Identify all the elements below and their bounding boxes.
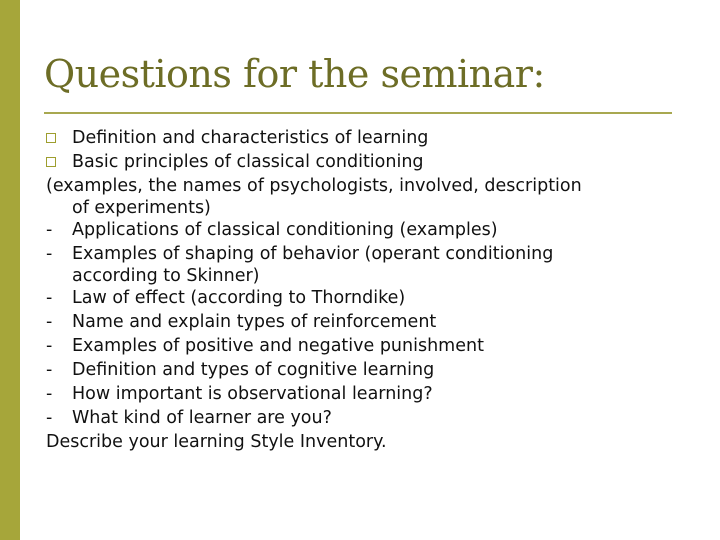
square-bullet-icon <box>46 133 56 143</box>
list-item <box>46 150 706 174</box>
list-item-text: Name and explain types of reinforcement <box>72 312 437 332</box>
list-item-text: Definition and types of cognitive learning <box>72 360 435 380</box>
title-underline <box>44 112 672 114</box>
list-item <box>46 382 706 406</box>
list-item <box>46 334 706 358</box>
dash-bullet: - <box>46 384 53 404</box>
list-item-text: Examples of positive and negative punishment <box>72 336 484 356</box>
list-item-text: Basic principles of classical conditioning <box>72 152 424 172</box>
list-item-text: Examples of shaping of behavior (operant conditioning <box>72 244 554 264</box>
list-item <box>46 218 706 242</box>
list-item <box>46 406 706 430</box>
list-item-text: (examples, the names of psychologists, involved, description <box>46 176 582 196</box>
dash-bullet: - <box>46 312 53 332</box>
list-item-text: Definition and characteristics of learning <box>72 128 429 148</box>
dash-bullet: - <box>46 288 53 308</box>
slide-content <box>46 126 706 454</box>
list-item <box>46 310 706 334</box>
list-item <box>46 174 706 198</box>
square-bullet-icon <box>46 157 56 167</box>
dash-bullet: - <box>46 408 53 428</box>
dash-bullet: - <box>46 220 53 240</box>
list-item-text: of experiments) <box>72 198 211 218</box>
slide-title: Questions for the seminar: <box>44 52 545 96</box>
list-item-text: How important is observational learning? <box>72 384 433 404</box>
list-item-text: Applications of classical conditioning (examples) <box>72 220 498 240</box>
accent-side-bar <box>0 0 20 540</box>
dash-bullet: - <box>46 244 53 264</box>
list-item <box>46 126 706 150</box>
list-item <box>46 430 706 454</box>
list-item-text: Describe your learning Style Inventory. <box>46 432 387 452</box>
list-item <box>46 242 706 266</box>
list-item <box>46 286 706 310</box>
list-item-text: Law of effect (according to Thorndike) <box>72 288 406 308</box>
list-item <box>46 358 706 382</box>
list-item-text: What kind of learner are you? <box>72 408 332 428</box>
list-item-text: according to Skinner) <box>72 266 260 286</box>
dash-bullet: - <box>46 360 53 380</box>
list-item-continuation <box>46 198 706 218</box>
list-item-continuation <box>46 266 706 286</box>
dash-bullet: - <box>46 336 53 356</box>
